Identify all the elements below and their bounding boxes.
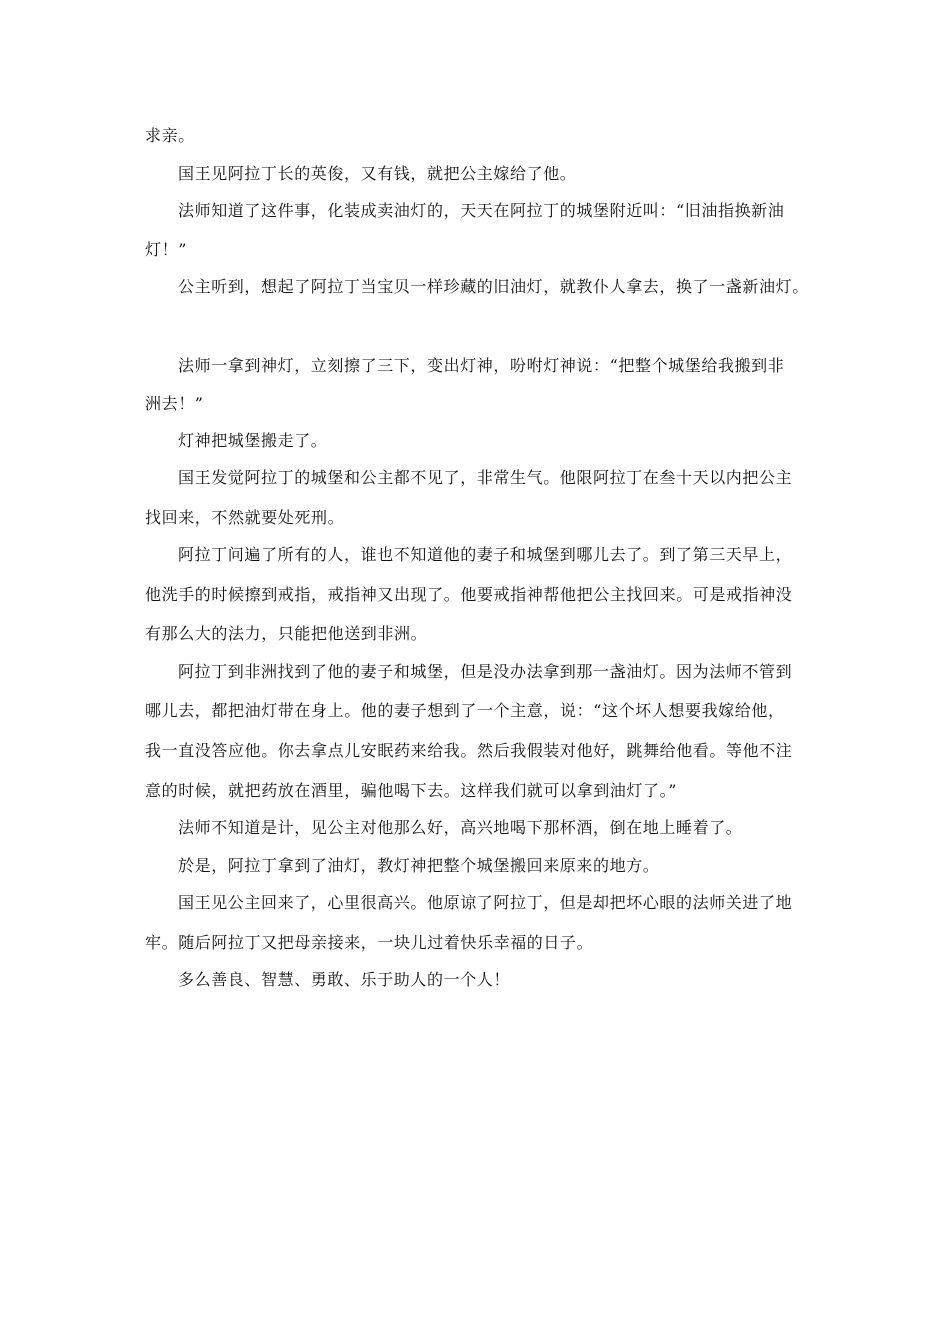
text-line: 於是，阿拉丁拿到了油灯，教灯神把整个城堡搬回来原来的地方。 [178,856,660,875]
text-line: 多么善良、智慧、勇敢、乐于助人的一个人！ [178,970,511,989]
text-line: 灯！” [145,240,187,259]
text-line: 法师一拿到神灯，立刻擦了三下，变出灯神，吩咐灯神说：“把整个城堡给我搬到非 [178,356,785,375]
text-line: 灯神把城堡搬走了。 [178,431,328,450]
text-line: 我一直没答应他。你去拿点儿安眠药来给我。然后我假装对他好，跳舞给他看。等他不注 [145,741,793,760]
text-line: 法师不知道是计，见公主对他那么好，高兴地喝下那杯酒，倒在地上睡着了。 [178,818,743,837]
text-line: 法师知道了这件事，化装成卖油灯的，天天在阿拉丁的城堡附近叫：“旧油指换新油 [178,201,785,220]
text-line: 求亲。 [145,126,195,145]
text-line: 有那么大的法力，只能把他送到非洲。 [145,624,428,643]
text-line: 阿拉丁问遍了所有的人，谁也不知道他的妻子和城堡到哪儿去了。到了第三天早上， [178,545,793,564]
text-line: 国王发觉阿拉丁的城堡和公主都不见了，非常生气。他限阿拉丁在叁十天以内把公主 [178,468,793,487]
text-line: 意的时候，就把药放在酒里，骗他喝下去。这样我们就可以拿到油灯了。” [145,781,677,800]
text-line: 哪儿去，都把油灯带在身上。他的妻子想到了一个主意，说：“这个坏人想要我嫁给他， [145,701,785,720]
text-line: 找回来，不然就要处死刑。 [145,508,345,527]
text-line: 他洗手的时候擦到戒指，戒指神又出现了。他要戒指神帮他把公主找回来。可是戒指神没 [145,585,793,604]
text-line: 国王见公主回来了，心里很高兴。他原谅了阿拉丁，但是却把坏心眼的法师关进了地 [178,893,793,912]
text-line: 洲去！” [145,394,204,413]
text-line: 国王见阿拉丁长的英俊，又有钱，就把公主嫁给了他。 [178,164,577,183]
text-line: 牢。随后阿拉丁又把母亲接来，一块儿过着快乐幸福的日子。 [145,933,594,952]
text-line: 阿拉丁到非洲找到了他的妻子和城堡，但是没办法拿到那一盏油灯。因为法师不管到 [178,662,793,681]
text-line: 公主听到，想起了阿拉丁当宝贝一样珍藏的旧油灯，就教仆人拿去，换了一盏新油灯。 [178,277,809,296]
